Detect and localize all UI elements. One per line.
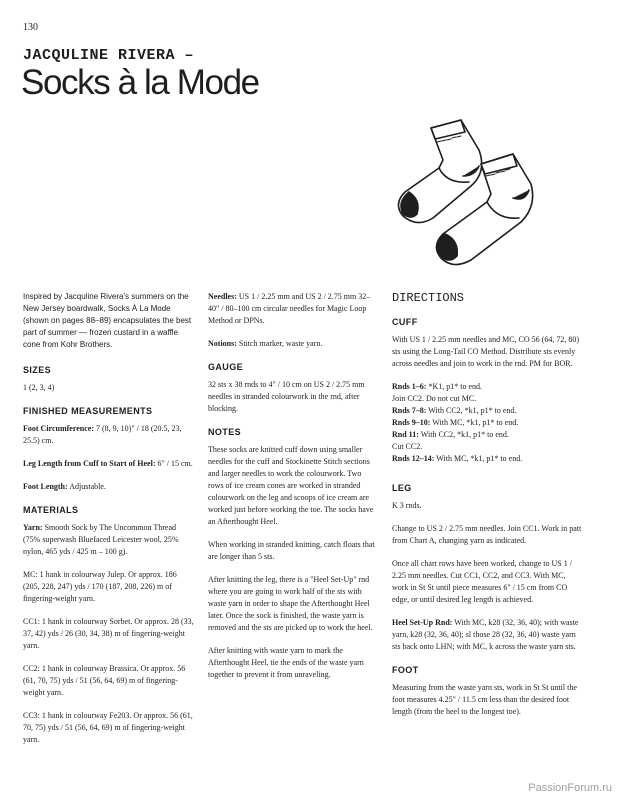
cuff-text: With US 1 / 2.25 mm needles and MC, CO 56 (64, 72, 80) sts using the Long-Tail CO Method. Distribute sts evenly across needles and join to work in the rnd. PM for BOR. bbox=[392, 335, 579, 368]
label: Foot Circumference: bbox=[23, 424, 95, 433]
label: Rnds 1–6: bbox=[392, 382, 427, 391]
label: Rnds 9–10: bbox=[392, 418, 431, 427]
round-instruction bbox=[392, 417, 582, 429]
label: Yarn: bbox=[23, 523, 43, 532]
value: Stitch marker, waste yarn. bbox=[236, 339, 323, 348]
label: Rnds 12–14: bbox=[392, 454, 435, 463]
column-middle bbox=[208, 291, 376, 692]
value: With MC, *k1, p1* to end. bbox=[434, 454, 523, 463]
cc3-text: CC3: 1 hank in colourway Fe203. Or approx. 56 (61, 70, 75) yds / 51 (56, 64, 69) m of fingering-weight yarn. bbox=[23, 711, 193, 744]
value: With MC, *k1, p1* to end. bbox=[430, 418, 519, 427]
column-left bbox=[23, 291, 195, 757]
value: 7 (8, 9, 10)" / 18 (20.5, 23, 25.5) cm. bbox=[23, 424, 182, 445]
notes-paragraph: These socks are knitted cuff down using smaller needles for the cuff and Stockinette Stitch sections and larger needles to work the colourwork. Two rows of ice cream cones are worked in stranded colourwork on the leg and scoops of ice cream are worked just before working the toe. The socks have an Afterthought Heel. bbox=[208, 445, 374, 526]
value: With CC2, *k1, p1* to end. bbox=[426, 406, 517, 415]
round-instruction bbox=[392, 381, 582, 393]
sizes-text: 1 (2, 3, 4) bbox=[23, 383, 55, 392]
value: Smooth Sock by The Uncommon Thread (75% superwash Bluefaced Leicester wool, 25% nylon, 465 yds / 425 m – 100 g). bbox=[23, 523, 179, 556]
label: Needles: bbox=[208, 292, 237, 301]
intro-paragraph: Inspired by Jacquline Rivera's summers on the New Jersey boardwalk, Socks À La Mode (shown on pages 88–89) encapsulates the best part of summer — frozen custard in a waffle cone from Kohr Brothers. bbox=[23, 292, 192, 349]
value: 6" / 15 cm. bbox=[155, 459, 193, 468]
page-number: 130 bbox=[23, 22, 38, 33]
label: Heel Set-Up Rnd: bbox=[392, 618, 453, 627]
value: US 1 / 2.25 mm and US 2 / 2.75 mm 32–40" / 80–100 cm circular needles for Magic Loop Method or DPNs. bbox=[208, 292, 371, 325]
foot-length bbox=[23, 481, 195, 493]
round-instruction: Join CC2. Do not cut MC. bbox=[392, 394, 477, 403]
gauge-text: 32 sts x 38 rnds to 4" / 10 cm on US 2 / 2.75 mm needles in stranded colourwork in the rnd, after blocking. bbox=[208, 380, 365, 413]
needles-text bbox=[208, 291, 376, 327]
round-instruction bbox=[392, 405, 582, 417]
label: Leg Length from Cuff to Start of Heel: bbox=[23, 459, 156, 468]
notions-text bbox=[208, 338, 376, 350]
cc2-text: CC2: 1 hank in colourway Brassica. Or approx. 56 (61, 70, 75) yds / 51 (56, 64, 69) m of fingering-weight yarn. bbox=[23, 664, 186, 697]
column-right bbox=[392, 291, 582, 729]
leg-text: Change to US 2 / 2.75 mm needles. Join CC1. Work in patt from Chart A, changing yarn as indicated. bbox=[392, 524, 582, 545]
label: Rnds 7–8: bbox=[392, 406, 427, 415]
cc1-text: CC1: 1 hank in colourway Sorbet. Or approx. 28 (33, 37, 42) yds / 26 (30, 34, 38) m of fingering-weight yarn. bbox=[23, 617, 194, 650]
yarn-text bbox=[23, 522, 195, 558]
cuff-heading: CUFF bbox=[392, 317, 418, 327]
directions-heading: DIRECTIONS bbox=[392, 291, 465, 305]
label: Notions: bbox=[208, 339, 237, 348]
leg-length bbox=[23, 458, 195, 470]
gauge-heading: GAUGE bbox=[208, 362, 244, 372]
leg-text: Once all chart rows have been worked, change to US 1 / 2.25 mm needles. Cut CC1, CC2, and CC3. With MC, work in St St until piece measures 6" / 15 cm from CO edge, or until desired leg length is achieved. bbox=[392, 559, 572, 604]
leg-heading: LEG bbox=[392, 483, 412, 493]
notes-paragraph: When working in stranded knitting, catch floats that are longer than 5 sts. bbox=[208, 540, 375, 561]
designer-name: JACQULINE RIVERA – bbox=[23, 47, 195, 64]
notes-paragraph: After knitting the leg, there is a "Heel Set-Up" rnd where you are going to work half of the sts with waste yarn in order to shape the Afterthought Heel later. Once the sock is finished, the waste yarn is removed and the sts are picked up to work the heel. bbox=[208, 575, 373, 632]
mc-text: MC: 1 hank in colourway Julep. Or approx. 186 (205, 228, 247) yds / 170 (187, 208, 226) m of fingering-weight yarn. bbox=[23, 570, 177, 603]
leg-text: K 3 rnds. bbox=[392, 501, 422, 510]
value: *K1, p1* to end. bbox=[426, 382, 483, 391]
materials-heading: MATERIALS bbox=[23, 505, 79, 515]
socks-illustration bbox=[385, 110, 555, 280]
foot-heading: FOOT bbox=[392, 665, 419, 675]
round-instruction: Cut CC2. bbox=[392, 442, 423, 451]
foot-text: Measuring from the waste yarn sts, work in St St until the foot measures 4.25" / 11.5 cm less than the desired foot length (from the heel to the longest toe). bbox=[392, 683, 577, 716]
value: With MC, k28 (32, 36, 40); with waste yarn, k28 (32, 36, 40); sl those 28 (32, 36, 40) waste yarn sts back onto LHN; with MC, k across the waste yarn sts. bbox=[392, 618, 579, 651]
sizes-heading: SIZES bbox=[23, 365, 52, 375]
label: Rnd 11: bbox=[392, 430, 419, 439]
label: Foot Length: bbox=[23, 482, 68, 491]
heel-setup-text bbox=[392, 617, 582, 653]
round-instruction bbox=[392, 453, 582, 465]
finished-measurements-heading: FINISHED MEASUREMENTS bbox=[23, 406, 153, 416]
value: Adjustable. bbox=[67, 482, 106, 491]
notes-heading: NOTES bbox=[208, 427, 242, 437]
pattern-title: Socks à la Mode bbox=[21, 63, 259, 102]
foot-circumference bbox=[23, 423, 195, 447]
value: With CC2, *k1, p1* to end. bbox=[418, 430, 509, 439]
notes-paragraph: After knitting with waste yarn to mark the Afterthought Heel, tie the ends of the waste yarn together to prevent it from unraveling. bbox=[208, 646, 364, 679]
watermark: PassionForum.ru bbox=[528, 782, 612, 794]
round-instruction bbox=[392, 429, 582, 441]
